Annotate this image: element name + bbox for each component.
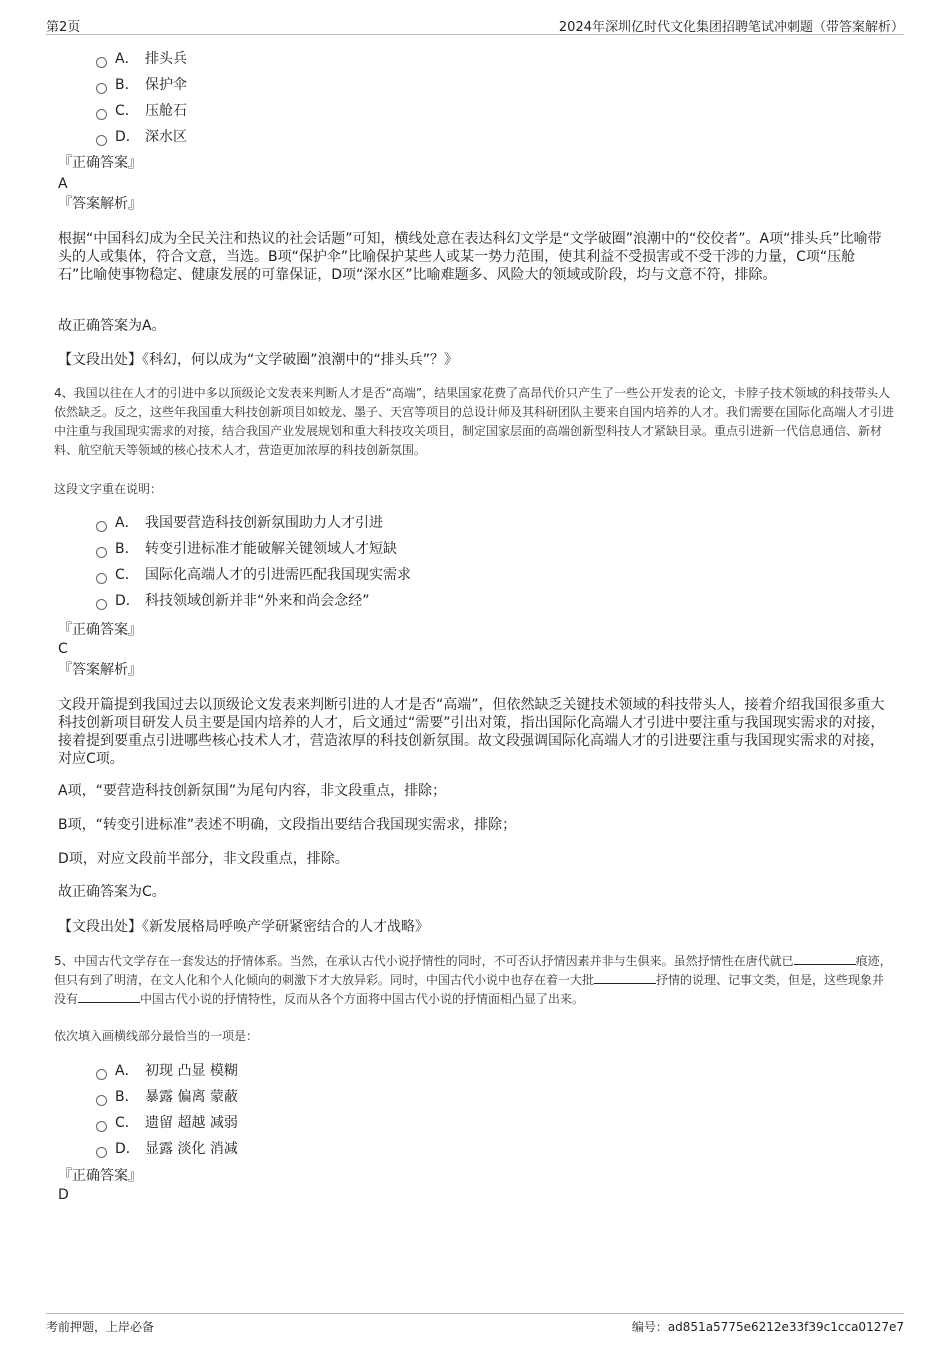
q5-prompt: 依次填入画横线部分最恰当的一项是： [54, 1029, 259, 1043]
q3-option-b[interactable]: B． 保护伞 [96, 75, 187, 95]
fill-blank [594, 971, 656, 984]
q3-answer: A [58, 176, 68, 192]
q4-option-d[interactable]: D． 科技领域创新并非“外来和尚会念经” [96, 591, 370, 611]
q5-answer: D [58, 1187, 69, 1203]
q4-prompt: 这段文字重在说明： [54, 482, 163, 496]
q4-option-b[interactable]: B． 转变引进标准才能破解关键领域人才短缺 [96, 539, 397, 559]
document-title: 2024年深圳亿时代文化集团招聘笔试冲刺题（带答案解析） [558, 20, 904, 35]
q5-option-a[interactable]: A． 初现 凸显 模糊 [96, 1061, 238, 1081]
q5-answer-label: 『正确答案』 [58, 1168, 142, 1184]
radio-icon[interactable] [96, 135, 107, 146]
q3-option-a[interactable]: A． 排头兵 [96, 49, 187, 69]
radio-icon[interactable] [96, 521, 107, 532]
radio-icon[interactable] [96, 547, 107, 558]
q4-analysis-a: A项，“要营造科技创新氛围”为尾句内容，非文段重点，排除； [58, 783, 447, 799]
radio-icon[interactable] [96, 599, 107, 610]
radio-icon[interactable] [96, 83, 107, 94]
radio-icon[interactable] [96, 1147, 107, 1158]
q3-option-d[interactable]: D． 深水区 [96, 127, 187, 147]
page-header [46, 16, 904, 35]
q4-answer-label: 『正确答案』 [58, 622, 142, 638]
fill-blank [794, 952, 856, 965]
q4-analysis-b: B项，“转变引进标准”表述不明确，文段指出要结合我国现实需求，排除； [58, 817, 517, 833]
q4-analysis-label: 『答案解析』 [58, 662, 142, 678]
q5-option-c[interactable]: C． 遗留 超越 减弱 [96, 1113, 238, 1133]
q3-source: 【文段出处】《科幻，何以成为“文学破圈”浪潮中的“排头兵”？》 [58, 352, 459, 368]
page-footer [46, 1313, 904, 1336]
q4-source: 【文段出处】《新发展格局呼唤产学研紧密结合的人才战略》 [58, 919, 429, 935]
page-number: 第2页 [46, 20, 81, 35]
q4-analysis-d: D项，对应文段前半部分，非文段重点，排除。 [58, 851, 349, 867]
q4-stem: 4、我国以往在人才的引进中多以顶级论文发表来判断人才是否“高端”，结果国家花费了高昂代价只产生了一些公开发表的论文，卡脖子技术领域的科技带头人依然缺乏。反之，这些年我国重大科技创新项目如蛟龙、墨子、天宫等项目的总设计师及其科研团队主要来自国内培养的人才。我们需要在国际化高端人才引进中注重与我国现实需求的对接，结合我国产业发展规划和重大科技攻关项目，制定国家层面的高端创新型科技人才紧缺目录。重点引进新一代信息通信、新材料、航空航天等领域的核心技术人才，营造更加浓厚的科技创新氛围。 [54, 386, 895, 457]
q3-answer-label: 『正确答案』 [58, 155, 142, 171]
q3-option-c[interactable]: C． 压舱石 [96, 101, 187, 121]
q4-conclusion: 故正确答案为C。 [58, 884, 166, 900]
q5-option-d[interactable]: D． 显露 淡化 消减 [96, 1139, 238, 1159]
q4-answer: C [58, 641, 68, 657]
q4-option-c[interactable]: C． 国际化高端人才的引进需匹配我国现实需求 [96, 565, 411, 585]
radio-icon[interactable] [96, 1095, 107, 1106]
radio-icon[interactable] [96, 57, 107, 68]
q5-option-b[interactable]: B． 暴露 偏离 蒙蔽 [96, 1087, 238, 1107]
q3-conclusion: 故正确答案为A。 [58, 318, 166, 334]
footer-serial: 编号：ad851a5775e6212e33f39c1cca0127e7 [631, 1320, 904, 1334]
q3-analysis-text: 根据“中国科幻成为全民关注和热议的社会话题”可知，横线处意在表达科幻文学是“文学破圈”浪潮中的“佼佼者”。A项“排头兵”比喻带头的人或集体，符合文意，当选。B项“保护伞”比喻保护某些人或某一势力范围，使其利益不受损害或不受干涉的力量，C项“压舱石”比喻使事物稳定、健康发展的可靠保证，D项“深水区”比喻难题多、风险大的领域或阶段，均与文意不符，排除。 [58, 231, 882, 283]
fill-blank [78, 990, 140, 1003]
q4-analysis-text: 文段开篇提到我国过去以顶级论文发表来判断引进的人才是否“高端”，但依然缺乏关键技术领域的科技带头人，接着介绍我国很多重大科技创新项目研发人员主要是国内培养的人才，后文通过“需要”引出对策，指出国际化高端人才引进中要注重与我国现实需求的对接，接着提到要重点引进哪些核心技术人才，营造浓厚的科技创新氛围。故文段强调国际化高端人才的引进要注重与我国现实需求的对接，对应C项。 [58, 697, 885, 767]
radio-icon[interactable] [96, 1121, 107, 1132]
q5-stem: 5、中国古代文学存在一套发达的抒情体系。当然，在承认古代小说抒情性的同时，不可否认抒情因素并非与生俱来。虽然抒情性在唐代就已 痕迹，但只有到了明清，在文人化和个人化倾向的刺激下才大放异彩。同时，中国古代小说中也存在着一大批 抒情的说理、记事文类，但是，这些现象并没有 中国古代小说的抒情特性，反而从各个方面将中国古代小说的抒情面相凸显了出来。 [54, 954, 892, 1006]
radio-icon[interactable] [96, 573, 107, 584]
radio-icon[interactable] [96, 1069, 107, 1080]
footer-slogan: 考前押题，上岸必备 [46, 1320, 155, 1334]
q4-option-a[interactable]: A． 我国要营造科技创新氛围助力人才引进 [96, 513, 383, 533]
q3-analysis-label: 『答案解析』 [58, 196, 142, 212]
radio-icon[interactable] [96, 109, 107, 120]
